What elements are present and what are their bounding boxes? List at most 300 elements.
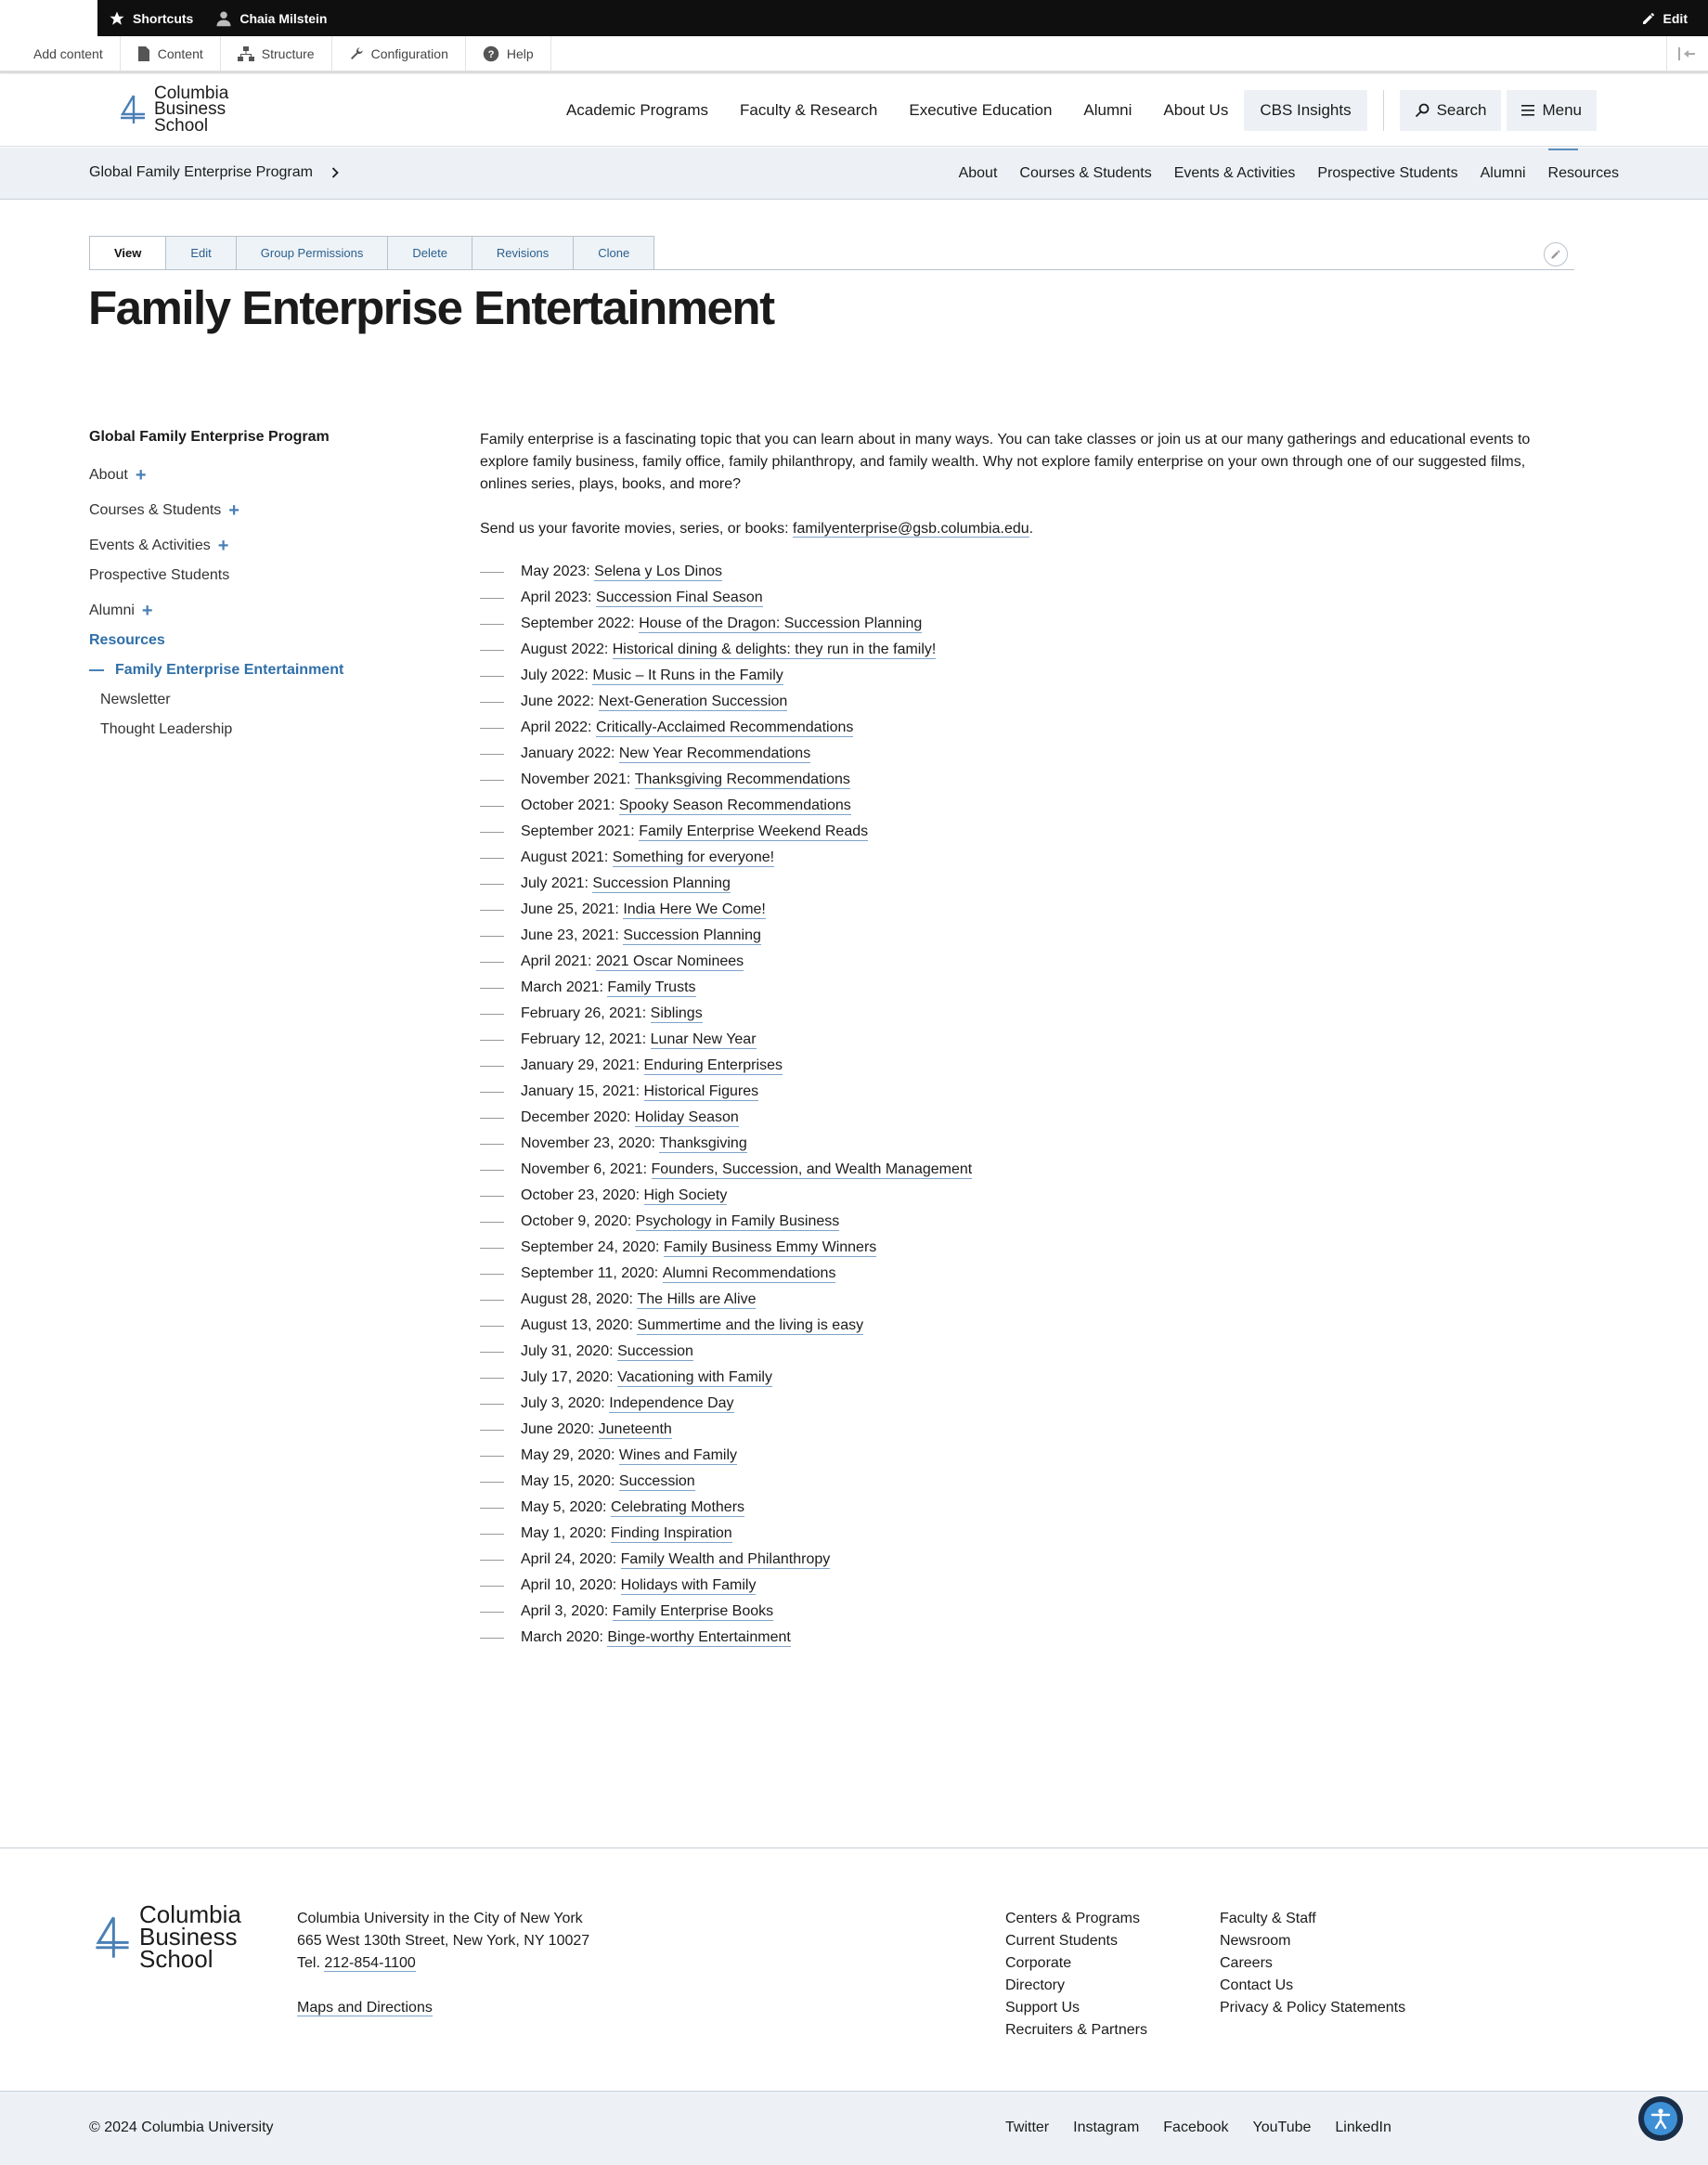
program-nav xyxy=(959,148,1619,200)
collapse-icon xyxy=(1678,47,1697,60)
footer-link[interactable]: Newsroom xyxy=(1220,1933,1291,1949)
list-item xyxy=(480,1365,1575,1391)
structure-label: Structure xyxy=(261,45,315,61)
dash-bullet xyxy=(480,1248,504,1249)
list-item xyxy=(480,1053,1575,1079)
wrench-icon xyxy=(349,46,364,61)
dash-bullet xyxy=(480,1638,504,1639)
svg-text:?: ? xyxy=(487,48,495,60)
dash-bullet xyxy=(480,650,504,651)
main-nav xyxy=(550,74,1708,147)
sidebar-item-label: Resources xyxy=(89,632,165,648)
item-date: March 2020: xyxy=(521,1629,603,1645)
item-link[interactable]: Founders, Succession, and Wealth Management xyxy=(651,1160,973,1177)
dash-bullet xyxy=(480,702,504,703)
dash-bullet xyxy=(480,780,504,781)
item-link[interactable]: Holiday Season xyxy=(634,1108,739,1125)
item-link[interactable]: Summertime and the living is easy xyxy=(637,1316,864,1333)
item-date: June 2020: xyxy=(521,1421,595,1437)
cbs-logo[interactable] xyxy=(117,85,228,134)
item-date: June 2022: xyxy=(521,694,595,709)
tab-delete[interactable]: Delete xyxy=(388,237,472,269)
item-date: August 2021: xyxy=(521,849,609,865)
item-date: July 3, 2020: xyxy=(521,1395,605,1411)
item-date: July 2022: xyxy=(521,668,589,683)
configuration-link[interactable] xyxy=(332,36,466,71)
contextual-edit-button[interactable] xyxy=(1544,242,1568,266)
page-title: Family Enterprise Entertainment xyxy=(88,281,774,334)
item-link[interactable]: Celebrating Mothers xyxy=(610,1498,745,1515)
dash-bullet xyxy=(480,1586,504,1587)
item-date: April 2022: xyxy=(521,720,592,735)
dash-bullet xyxy=(480,1092,504,1093)
logo-line-2: Business xyxy=(139,1922,238,1951)
list-item xyxy=(480,1469,1575,1495)
dash-bullet xyxy=(480,1274,504,1275)
dash-bullet xyxy=(480,1430,504,1431)
site-header xyxy=(0,74,1708,147)
footer-link[interactable]: Faculty & Staff xyxy=(1220,1911,1316,1926)
item-date: November 23, 2020: xyxy=(521,1135,655,1151)
footer-link[interactable]: Centers & Programs xyxy=(1005,1911,1140,1926)
footer-address xyxy=(297,1908,589,2019)
sidebar-heading[interactable]: Global Family Enterprise Program xyxy=(89,429,330,445)
item-date: November 2021: xyxy=(521,771,631,787)
item-date: May 2023: xyxy=(521,564,590,579)
dash-bullet xyxy=(480,962,504,963)
list-item xyxy=(480,559,1575,585)
item-date: October 9, 2020: xyxy=(521,1213,632,1229)
nav-separator xyxy=(1383,90,1384,131)
search-label: Search xyxy=(1436,101,1487,119)
structure-icon xyxy=(238,46,254,61)
logo-line-3: School xyxy=(139,1944,214,1973)
sidebar-item-label: Courses & Students xyxy=(89,502,222,518)
dash-bullet xyxy=(480,910,504,911)
dash-bullet xyxy=(480,1560,504,1561)
item-date: July 2021: xyxy=(521,875,589,891)
list-item xyxy=(480,1079,1575,1105)
phone-line xyxy=(297,1952,589,1975)
plus-icon[interactable]: + xyxy=(228,500,239,521)
item-date: January 2022: xyxy=(521,745,615,761)
list-item xyxy=(480,1209,1575,1235)
item-date: June 23, 2021: xyxy=(521,927,619,943)
recommendation-list xyxy=(480,559,1575,1651)
item-link[interactable]: India Here We Come! xyxy=(623,901,766,917)
content-link[interactable] xyxy=(121,36,221,71)
plus-icon[interactable]: + xyxy=(135,465,147,486)
item-date: July 17, 2020: xyxy=(521,1369,614,1385)
list-item xyxy=(480,1157,1575,1183)
sidebar-item-label: Prospective Students xyxy=(89,567,230,583)
sidebar-item-about[interactable] xyxy=(89,460,368,490)
dash-bullet xyxy=(480,1118,504,1119)
configuration-label: Configuration xyxy=(370,45,448,61)
item-link[interactable]: Succession Final Season xyxy=(595,589,763,605)
footer-link[interactable]: Corporate xyxy=(1005,1955,1072,1971)
item-link[interactable]: Family Trusts xyxy=(607,979,696,995)
item-link[interactable]: Music – It Runs in the Family xyxy=(592,667,783,683)
program-nav-resources[interactable]: Resources xyxy=(1547,165,1619,181)
list-item xyxy=(480,585,1575,611)
dash-bullet xyxy=(480,858,504,859)
item-link[interactable]: Enduring Enterprises xyxy=(643,1057,783,1073)
dash-bullet xyxy=(480,1326,504,1327)
item-date: August 2022: xyxy=(521,642,609,657)
document-icon xyxy=(137,46,150,61)
program-nav-alumni[interactable]: Alumni xyxy=(1480,165,1526,181)
sidebar-item-label: Alumni xyxy=(89,603,135,618)
list-item xyxy=(480,1521,1575,1547)
dash-bullet xyxy=(480,624,504,625)
sidebar-item-events[interactable] xyxy=(89,531,368,561)
list-item xyxy=(480,1625,1575,1651)
program-nav-prospective[interactable]: Prospective Students xyxy=(1317,165,1458,181)
item-link[interactable]: House of the Dragon: Succession Planning xyxy=(639,615,923,631)
tab-group-permissions[interactable]: Group Permissions xyxy=(237,237,389,269)
footer-bottom-bar xyxy=(0,2091,1708,2165)
logo-line-1: Columbia xyxy=(154,84,229,103)
list-item xyxy=(480,663,1575,689)
item-date: May 5, 2020: xyxy=(521,1499,607,1515)
program-header xyxy=(0,148,1708,200)
list-item xyxy=(480,1599,1575,1625)
tab-edit[interactable]: Edit xyxy=(166,237,236,269)
dash-bullet xyxy=(480,1170,504,1171)
item-link[interactable]: Family Enterprise Books xyxy=(612,1602,774,1619)
item-link[interactable]: Psychology in Family Business xyxy=(635,1212,840,1229)
social-links xyxy=(1005,2120,1391,2136)
item-link[interactable]: Finding Inspiration xyxy=(610,1524,732,1541)
pencil-icon xyxy=(1641,11,1656,26)
tabs-divider xyxy=(89,269,1574,270)
help-label: Help xyxy=(506,45,534,61)
program-nav-events[interactable]: Events & Activities xyxy=(1173,165,1296,181)
sidebar-item-label: Thought Leadership xyxy=(100,721,233,737)
item-date: April 24, 2020: xyxy=(521,1551,617,1567)
item-link[interactable]: Family Wealth and Philanthropy xyxy=(620,1550,831,1567)
footer-link[interactable]: Directory xyxy=(1005,1977,1066,1993)
dash-bullet xyxy=(480,572,504,573)
dash-bullet xyxy=(480,1144,504,1145)
tab-revisions[interactable]: Revisions xyxy=(472,237,574,269)
nav-executive-education[interactable]: Executive Education xyxy=(909,101,1053,119)
search-icon xyxy=(1415,103,1430,118)
dash-bullet xyxy=(480,988,504,989)
item-link[interactable]: Vacationing with Family xyxy=(617,1368,772,1385)
dash-bullet xyxy=(480,1482,504,1483)
dash-bullet xyxy=(480,598,504,599)
item-date: May 1, 2020: xyxy=(521,1525,607,1541)
item-link[interactable]: Succession Planning xyxy=(623,927,761,943)
social-twitter[interactable]: Twitter xyxy=(1005,2120,1050,2135)
dash-bullet xyxy=(480,832,504,833)
list-item xyxy=(480,767,1575,793)
dash-bullet xyxy=(480,728,504,729)
email-link[interactable]: familyenterprise@gsb.columbia.edu xyxy=(793,521,1029,537)
send-paragraph xyxy=(480,518,1575,540)
accessibility-icon xyxy=(1649,2107,1673,2131)
help-link[interactable] xyxy=(466,36,551,71)
list-item xyxy=(480,1027,1575,1053)
item-date: December 2020: xyxy=(521,1109,631,1125)
item-date: January 29, 2021: xyxy=(521,1057,640,1073)
dash-bullet xyxy=(480,1534,504,1535)
star-icon xyxy=(109,10,125,27)
list-item xyxy=(480,1573,1575,1599)
program-title-label: Global Family Enterprise Program xyxy=(89,164,313,180)
address-line-2: 665 West 130th Street, New York, NY 10027 xyxy=(297,1933,590,1949)
dash-bullet xyxy=(480,936,504,937)
columbia-crown-icon xyxy=(91,1914,134,1961)
item-date: August 28, 2020: xyxy=(521,1291,633,1307)
list-item xyxy=(480,793,1575,819)
list-item xyxy=(480,1417,1575,1443)
item-link[interactable]: New Year Recommendations xyxy=(618,745,811,761)
social-facebook[interactable]: Facebook xyxy=(1163,2120,1229,2135)
logo-line-2: Business xyxy=(154,99,226,120)
admin-toolbar xyxy=(97,0,1708,36)
nav-faculty-research[interactable]: Faculty & Research xyxy=(740,101,878,119)
item-date: September 2021: xyxy=(521,823,635,839)
list-item xyxy=(480,741,1575,767)
admin-tray xyxy=(0,36,1708,73)
sidebar-item-label: Events & Activities xyxy=(89,538,211,553)
send-suffix: . xyxy=(1029,521,1034,537)
item-link[interactable]: Succession Planning xyxy=(592,875,731,891)
edit-label: Edit xyxy=(1663,10,1688,26)
item-link[interactable]: Holidays with Family xyxy=(620,1576,757,1593)
tray-orientation-toggle[interactable] xyxy=(1666,36,1708,71)
item-date: February 12, 2021: xyxy=(521,1031,647,1047)
list-item xyxy=(480,637,1575,663)
phone-prefix: Tel. xyxy=(297,1955,325,1971)
help-icon xyxy=(483,45,499,62)
add-content-label: Add content xyxy=(33,45,103,61)
item-date: November 6, 2021: xyxy=(521,1161,648,1177)
sidebar-item-current[interactable] xyxy=(89,655,368,685)
list-item xyxy=(480,819,1575,845)
dash-bullet xyxy=(480,676,504,677)
maps-directions-link[interactable]: Maps and Directions xyxy=(297,2000,433,2016)
item-link[interactable]: High Society xyxy=(643,1186,728,1203)
list-item xyxy=(480,949,1575,975)
item-date: August 13, 2020: xyxy=(521,1317,633,1333)
sidebar-item-newsletter[interactable] xyxy=(89,685,368,715)
list-item xyxy=(480,923,1575,949)
dash-bullet xyxy=(480,1456,504,1457)
list-item xyxy=(480,1001,1575,1027)
item-date: July 31, 2020: xyxy=(521,1343,614,1359)
sidebar-item-label: About xyxy=(89,467,128,483)
nav-academic-programs[interactable]: Academic Programs xyxy=(565,101,709,119)
dash-bullet xyxy=(480,1300,504,1301)
nav-cbs-insights[interactable]: CBS Insights xyxy=(1244,90,1366,131)
item-link[interactable]: Critically-Acclaimed Recommendations xyxy=(595,719,854,735)
footer-link[interactable]: Current Students xyxy=(1005,1933,1118,1949)
edit-mode-button[interactable] xyxy=(1630,0,1708,36)
dash-bullet xyxy=(480,1196,504,1197)
item-link[interactable]: Binge-worthy Entertainment xyxy=(607,1628,791,1645)
item-date: October 2021: xyxy=(521,797,615,813)
social-youtube[interactable]: YouTube xyxy=(1252,2120,1312,2135)
plus-icon[interactable]: + xyxy=(141,601,153,621)
pencil-icon xyxy=(1550,249,1561,260)
list-item xyxy=(480,1391,1575,1417)
sidebar-item-alumni[interactable] xyxy=(89,596,368,626)
nav-alumni[interactable]: Alumni xyxy=(1083,101,1132,119)
dash-bullet xyxy=(480,1508,504,1509)
item-link[interactable]: Family Business Emmy Winners xyxy=(663,1238,877,1255)
footer-link[interactable]: Careers xyxy=(1220,1955,1273,1971)
item-date: May 29, 2020: xyxy=(521,1447,615,1463)
item-link[interactable]: Selena y Los Dinos xyxy=(594,563,723,579)
footer-link[interactable]: Privacy & Policy Statements xyxy=(1220,2000,1406,2016)
dash-bullet xyxy=(480,1612,504,1613)
send-text: Send us your favorite movies, series, or books: xyxy=(480,521,794,537)
item-link[interactable]: Independence Day xyxy=(609,1394,734,1411)
item-link[interactable]: Spooky Season Recommendations xyxy=(618,797,851,813)
footer-link[interactable]: Support Us xyxy=(1005,2000,1080,2016)
item-link[interactable]: Thanksgiving Recommendations xyxy=(634,771,850,787)
footer-link[interactable]: Contact Us xyxy=(1220,1977,1294,1993)
dash-bullet xyxy=(480,884,504,885)
minus-icon[interactable] xyxy=(89,669,104,671)
dash-bullet xyxy=(480,806,504,807)
tab-clone[interactable]: Clone xyxy=(574,237,653,269)
list-item xyxy=(480,611,1575,637)
social-instagram[interactable]: Instagram xyxy=(1073,2120,1140,2135)
copyright: © 2024 Columbia University xyxy=(89,2120,274,2135)
list-item xyxy=(480,715,1575,741)
search-button[interactable] xyxy=(1400,90,1502,131)
logo-line-1: Columbia xyxy=(139,1900,241,1928)
dash-bullet xyxy=(480,754,504,755)
item-date: September 24, 2020: xyxy=(521,1239,660,1255)
dash-bullet xyxy=(480,1066,504,1067)
columbia-crown-icon xyxy=(117,94,149,125)
address-line-1: Columbia University in the City of New York xyxy=(297,1911,583,1926)
item-link[interactable]: Historical Figures xyxy=(643,1082,759,1099)
item-link[interactable]: Succession xyxy=(618,1472,695,1489)
list-item xyxy=(480,1547,1575,1573)
footer-links-col-1 xyxy=(1005,1908,1147,2042)
sidebar-item-label: Family Enterprise Entertainment xyxy=(115,662,344,678)
menu-button[interactable] xyxy=(1507,90,1597,131)
program-title[interactable] xyxy=(89,164,339,181)
sidebar-item-prospective[interactable] xyxy=(89,561,368,590)
item-link[interactable]: Siblings xyxy=(650,1005,703,1021)
hamburger-icon xyxy=(1521,105,1534,116)
section-sidebar-nav xyxy=(89,429,368,745)
item-date: February 26, 2021: xyxy=(521,1005,647,1021)
logo-line-3: School xyxy=(154,115,209,136)
item-date: March 2021: xyxy=(521,979,603,995)
item-date: June 25, 2021: xyxy=(521,901,619,917)
list-item xyxy=(480,1105,1575,1131)
add-content-link[interactable] xyxy=(0,36,121,71)
item-link[interactable]: Juneteenth xyxy=(598,1420,672,1437)
nav-about-us[interactable]: About Us xyxy=(1163,101,1229,119)
user-icon xyxy=(215,10,232,27)
item-link[interactable]: 2021 Oscar Nominees xyxy=(595,953,744,969)
dash-bullet xyxy=(480,1014,504,1015)
item-date: September 2022: xyxy=(521,616,635,631)
item-date: October 23, 2020: xyxy=(521,1187,640,1203)
item-link[interactable]: Next-Generation Succession xyxy=(598,693,788,709)
list-item xyxy=(480,1183,1575,1209)
shortcuts-button[interactable] xyxy=(97,0,204,36)
list-item xyxy=(480,1131,1575,1157)
user-button[interactable] xyxy=(204,0,338,36)
main-content xyxy=(480,429,1575,1651)
chevron-right-icon xyxy=(331,167,339,178)
footer-links-col-2 xyxy=(1220,1908,1405,2019)
dash-bullet xyxy=(480,1404,504,1405)
sidebar-item-courses[interactable] xyxy=(89,496,368,525)
tab-view[interactable]: View xyxy=(90,237,166,269)
item-date: April 2021: xyxy=(521,953,592,969)
list-item xyxy=(480,845,1575,871)
item-link[interactable]: Alumni Recommendations xyxy=(662,1264,836,1281)
item-link[interactable]: Something for everyone! xyxy=(612,849,775,865)
accessibility-button[interactable] xyxy=(1638,2096,1683,2141)
dash-bullet xyxy=(480,1352,504,1353)
list-item xyxy=(480,689,1575,715)
program-nav-courses[interactable]: Courses & Students xyxy=(1019,165,1152,181)
footer-logo[interactable] xyxy=(91,1900,241,1973)
dash-bullet xyxy=(480,1378,504,1379)
structure-link[interactable] xyxy=(221,36,332,71)
item-date: January 15, 2021: xyxy=(521,1083,640,1099)
social-linkedin[interactable]: LinkedIn xyxy=(1335,2120,1391,2135)
list-item xyxy=(480,1287,1575,1313)
item-link[interactable]: Wines and Family xyxy=(618,1446,738,1463)
intro-paragraph: Family enterprise is a fascinating topic that you can learn about in many ways. You can take classes or join us at our many gatherings and educational events to explore family business, family office, family philanthropy, and family wealth. Why not explore family enterprise on your own through one of our suggested films, onlines series, plays, books, and more? xyxy=(480,432,1531,492)
item-link[interactable]: The Hills are Alive xyxy=(637,1290,757,1307)
item-date: September 11, 2020: xyxy=(521,1265,659,1281)
sidebar-item-label: Newsletter xyxy=(100,692,171,707)
menu-label: Menu xyxy=(1542,101,1582,119)
plus-icon[interactable]: + xyxy=(217,536,229,556)
item-link[interactable]: Succession xyxy=(617,1342,693,1359)
dash-bullet xyxy=(480,1040,504,1041)
list-item xyxy=(480,975,1575,1001)
footer-link[interactable]: Recruiters & Partners xyxy=(1005,2022,1147,2038)
list-item xyxy=(480,1261,1575,1287)
phone-link[interactable]: 212-854-1100 xyxy=(324,1955,416,1971)
site-footer xyxy=(0,1847,1708,2091)
list-item xyxy=(480,897,1575,923)
item-date: May 15, 2020: xyxy=(521,1473,615,1489)
program-nav-about[interactable]: About xyxy=(958,165,998,181)
dash-bullet xyxy=(480,1222,504,1223)
list-item xyxy=(480,1339,1575,1365)
item-link[interactable]: Lunar New Year xyxy=(650,1031,757,1047)
item-link[interactable]: Family Enterprise Weekend Reads xyxy=(639,823,869,839)
list-item xyxy=(480,871,1575,897)
content-label: Content xyxy=(157,45,203,61)
local-tasks-tabs xyxy=(89,236,654,269)
list-item xyxy=(480,1443,1575,1469)
item-date: April 10, 2020: xyxy=(521,1577,617,1593)
item-link[interactable]: Historical dining & delights: they run in the family! xyxy=(612,641,937,657)
item-date: April 3, 2020: xyxy=(521,1603,609,1619)
sidebar-item-thought-leadership[interactable] xyxy=(89,715,368,745)
item-link[interactable]: Thanksgiving xyxy=(659,1134,747,1151)
sidebar-item-resources[interactable] xyxy=(89,626,368,655)
